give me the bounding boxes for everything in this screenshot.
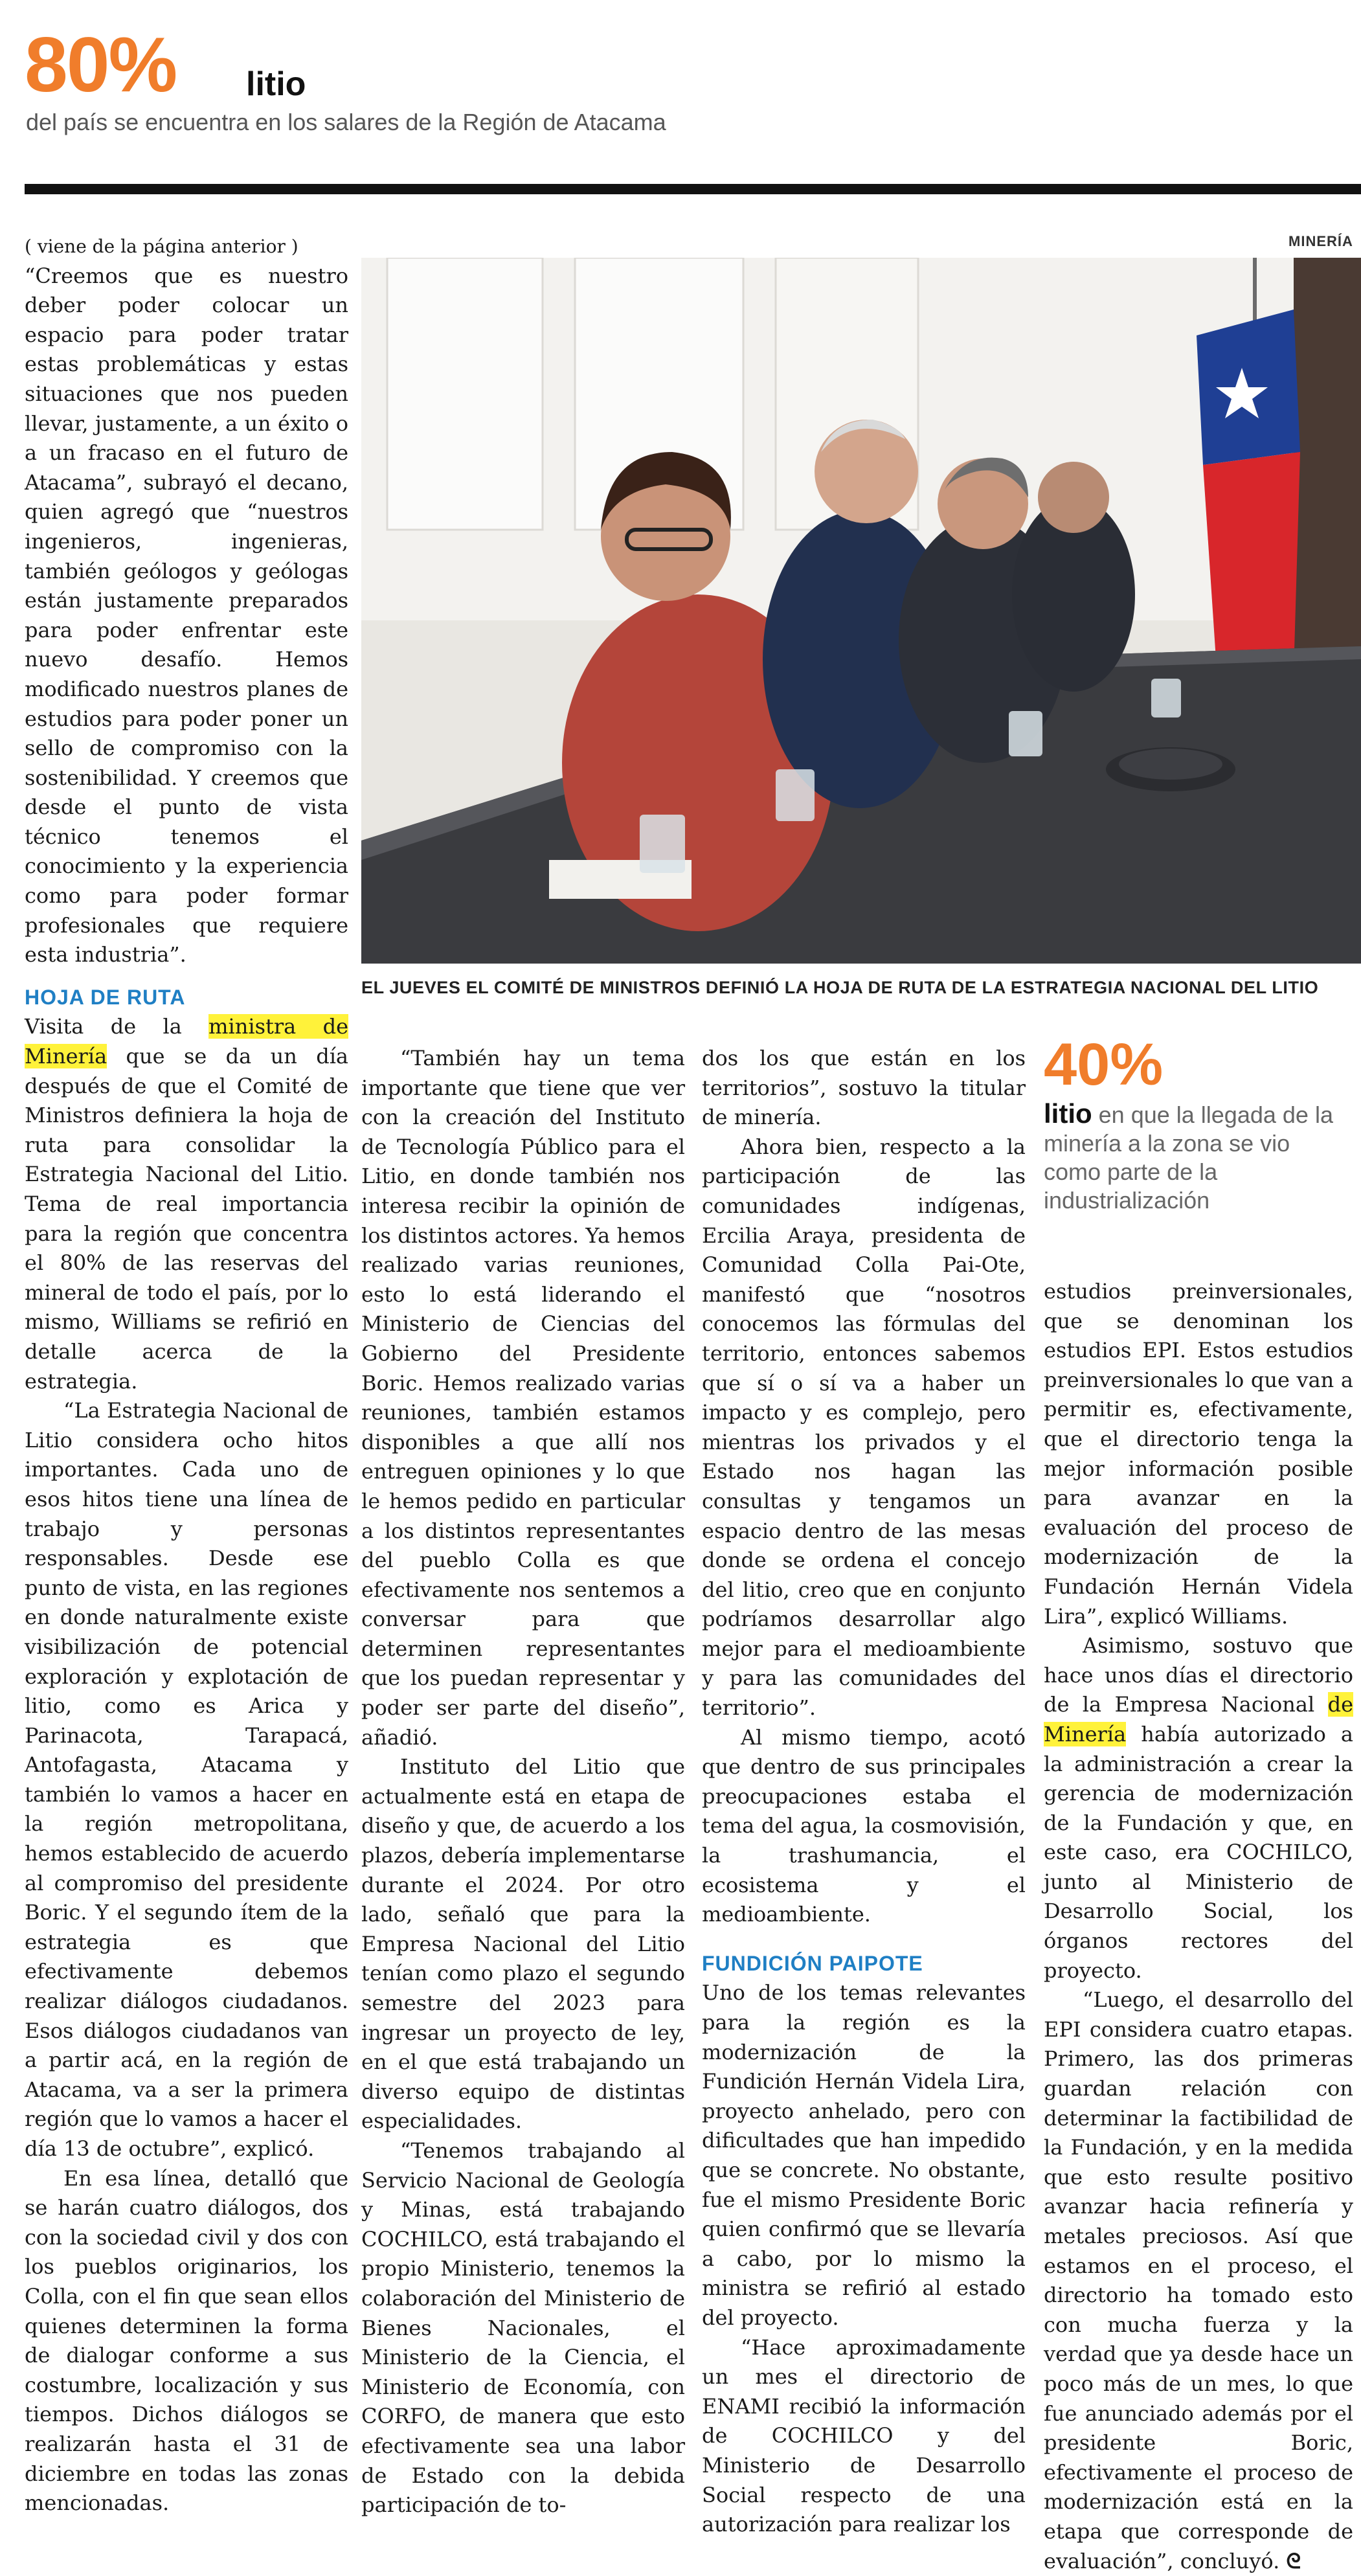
meeting-illustration [361, 258, 1361, 964]
text-fragment: Asimismo, sostuvo que hace unos días el directorio de la Empresa Nacional [1044, 1633, 1353, 1717]
paragraph: estudios preinversionales, que se denominan los estudios EPI. Estos estudios preinversionales lo que van a permitir es, efectivamente, que el directorio tenga la mejor información posible para avanzar en la evaluación del proceso de modernización de la Fundación Hernán Videla Lira”, explicó Williams. [1044, 1279, 1353, 1629]
highlighted-text: de Minería [1044, 1692, 1353, 1746]
paragraph: dos los que están en los territorios”, sostuvo la titular de minería. [702, 1046, 1026, 1130]
text-fragment: que se da un día después de que el Comité de Ministros definiera la hoja de ruta para consolidar la Estrategia Nacional del Litio. Tema de real importancia para la región que concentra el 80% de las reservas del mineral de todo el país, por lo mismo, Williams se refirió en detalle acerca de la estrategia. [25, 1044, 348, 1394]
article-column-1 [25, 232, 348, 2518]
sidebar-stat-text [1044, 1100, 1353, 1215]
sidebar-stat-description: en que la llegada de la minería a la zona se vio como parte de la industrialización [1044, 1102, 1333, 1214]
paragraph: “También hay un tema importante que tiene que ver con la creación del Instituto de Tecnología Público para el Litio, en donde también nos interesa recibir la opinión de los distintos actores. Ya hemos realizado varias reuniones, esto lo está liderando el Ministerio de Ciencias del Gobierno del Presidente Boric. Hemos realizado varias reuniones, también estamos disponibles a que allí nos entreguen opiniones y lo que le hemos pedido en particular a los distintos representantes del pueblo Colla es que efectivamente nos sentemos a conversar para que determinen representantes que los puedan representar y poder ser parte del diseño”, añadió. [361, 1046, 685, 1750]
paragraph: Al mismo tiempo, acotó que dentro de sus principales preocupaciones estaba el tema del agua, la cosmovisión, la trashumancia, el ecosistema y el medioambiente. [702, 1724, 1026, 1927]
paragraph [25, 1012, 348, 1396]
highlighted-text: ministra de Minería [25, 1014, 349, 1069]
end-mark-icon: ᘓ [1286, 2549, 1301, 2573]
section-label: MINERÍA [1288, 233, 1353, 249]
paragraph [1044, 1631, 1353, 1985]
paragraph: Instituto del Litio que actualmente está en etapa de diseño y que, de acuerdo a los plazos, debería implementarse durante el 2024. Por otro lado, señaló que para la Empresa Nacional del Litio tenían como plazo el segundo semestre del 2023 para ingresar un proyecto de ley, en el que está trabajando un diverso equipo de distintas especialidades. [361, 1754, 685, 2134]
paragraph: Ahora bien, respecto a la participación de las comunidades indígenas, Ercilia Araya, presidenta de Comunidad Colla Pai-Ote, manifestó que “nosotros conocemos las fórmulas del territorio, entonces sabemos que sí o sí va a haber un impacto y es complejo, pero mientras los privados y el Estado nos hagan las consultas y tengamos un espacio dentro de las mesas donde se ordena el concejo del litio, creo que en conjunto podríamos desarrollar algo mejor para el medioambiente y para las comunidades del territorio”. [702, 1134, 1026, 1721]
subhead-fundicion-paipote: FUNDICIÓN PAIPOTE [702, 1951, 923, 1975]
paragraph: “La Estrategia Nacional de Litio considera ocho hitos importantes. Cada uno de esos hitos tiene una línea de trabajo y personas responsables. Desde ese punto de vista, en las regiones en donde naturalmente existe visibilización de potencial exploración y explotación de litio, como es Arica y Parinacota, Tarapacá, Antofagasta, Atacama y también lo vamos a hacer en la región metropolitana, hemos establecido de acuerdo al compromiso del presidente Boric. Y el segundo ítem de la estrategia es que efectivamente debemos realizar diálogos ciudadanos. Esos diálogos ciudadanos van a partir acá, en la región de Atacama, va a ser la primera región que lo vamos a hacer el día 13 de octubre”, explicó. [25, 1398, 348, 2161]
article-column-4 [1044, 1277, 1353, 2576]
headline-stat-subtitle: del país se encuentra en los salares de la Región de Atacama [26, 109, 666, 135]
paragraph: En esa línea, detalló que se harán cuatro diálogos, dos con la sociedad civil y dos con los pueblos originarios, los Colla, con el fin que sean ellos quienes determinen la forma de dialogar conforme a sus costumbre, localización y sus tiempos. Dichos diálogos se realizarán hasta el 31 de diciembre en todas las zonas mencionadas. [25, 2165, 348, 2516]
article-column-3 [702, 1044, 1026, 2540]
headline-stat-value: 80% [25, 21, 177, 108]
meeting-photo [361, 258, 1361, 964]
header-rule [25, 184, 1361, 194]
paragraph: Uno de los temas relevantes para la región es la modernización de la Fundición Hernán Videla Lira, proyecto anhelado, pero con dificultades que han impedido que se concrete. No obstante, fue el mismo Presidente Boric quien confirmó que se llevaría a cabo, por lo mismo la ministra se refirió al estado del proyecto. [702, 1980, 1026, 2330]
article-column-2 [361, 1044, 685, 2520]
sidebar-stat-value: 40% [1044, 1032, 1164, 1098]
subhead-hoja-de-ruta: HOJA DE RUTA [25, 985, 186, 1009]
text-fragment: “Luego, el desarrollo del EPI considera cuatro etapas. Primero, las dos primeras guardan relación con determinar la factibilidad de la Fundación, y en la medida que esto resulte positivo avanzar hacia refinería y metales preciosos. Así que estamos en el proceso, el directorio ha tomado esto con mucha fuerza y la verdad que ya desde hace un poco más de un mes, lo que fue anunciado además por el presidente Boric, efectivamente el proceso de modernización está en la etapa que corresponde de evaluación”, concluyó. [1044, 1987, 1353, 2573]
paragraph: “Creemos que es nuestro deber poder colocar un espacio para poder tratar estas problemáticas y estas situaciones que nos pueden llevar, justamente, a un éxito o a un fracaso en el futuro de Atacama”, subrayó el decano, quien agregó que “nuestros ingenieros, ingenieras, también geólogos y geólogas están justamente preparados para poder enfrentar este nuevo desafío. Hemos modificado nuestros planes de estudios para poder poner un sello de compromiso con la sostenibilidad. Y creemos que desde el punto de vista técnico tenemos el conocimiento y la experiencia como para poder formar profesionales que requiere esta industria”. [25, 263, 348, 967]
headline-stat-word: litio [246, 65, 306, 103]
text-fragment: había autorizado a la administración a crear la gerencia de modernización de la Fundación y que, en este caso, era COCHILCO, junto al Ministerio de Desarrollo Social, los órganos rectores del proyecto. [1044, 1721, 1353, 1983]
paragraph: “Tenemos trabajando al Servicio Nacional de Geología y Minas, está trabajando COCHILCO, está trabajando el propio Ministerio, tenemos la colaboración del Ministerio de Bienes Nacionales, el Ministerio de la Ciencia, el Ministerio de Economía, con CORFO, de manera que esto efectivamente sea una labor de Estado con la debida participación de to- [361, 2138, 685, 2518]
sidebar-stat-word: litio [1044, 1098, 1092, 1129]
photo-caption: EL JUEVES EL COMITÉ DE MINISTROS DEFINIÓ LA HOJA DE RUTA DE LA ESTRATEGIA NACIONAL DEL LITIO [361, 978, 1319, 997]
continued-note: ( viene de la página anterior ) [25, 236, 298, 257]
paragraph: “Hace aproximadamente un mes el directorio de ENAMI recibió la información de COCHILCO y del Ministerio de Desarrollo Social respecto de una autorización para realizar los [702, 2334, 1026, 2537]
text-fragment: Visita de la [25, 1014, 209, 1039]
paragraph [1044, 1985, 1353, 2576]
